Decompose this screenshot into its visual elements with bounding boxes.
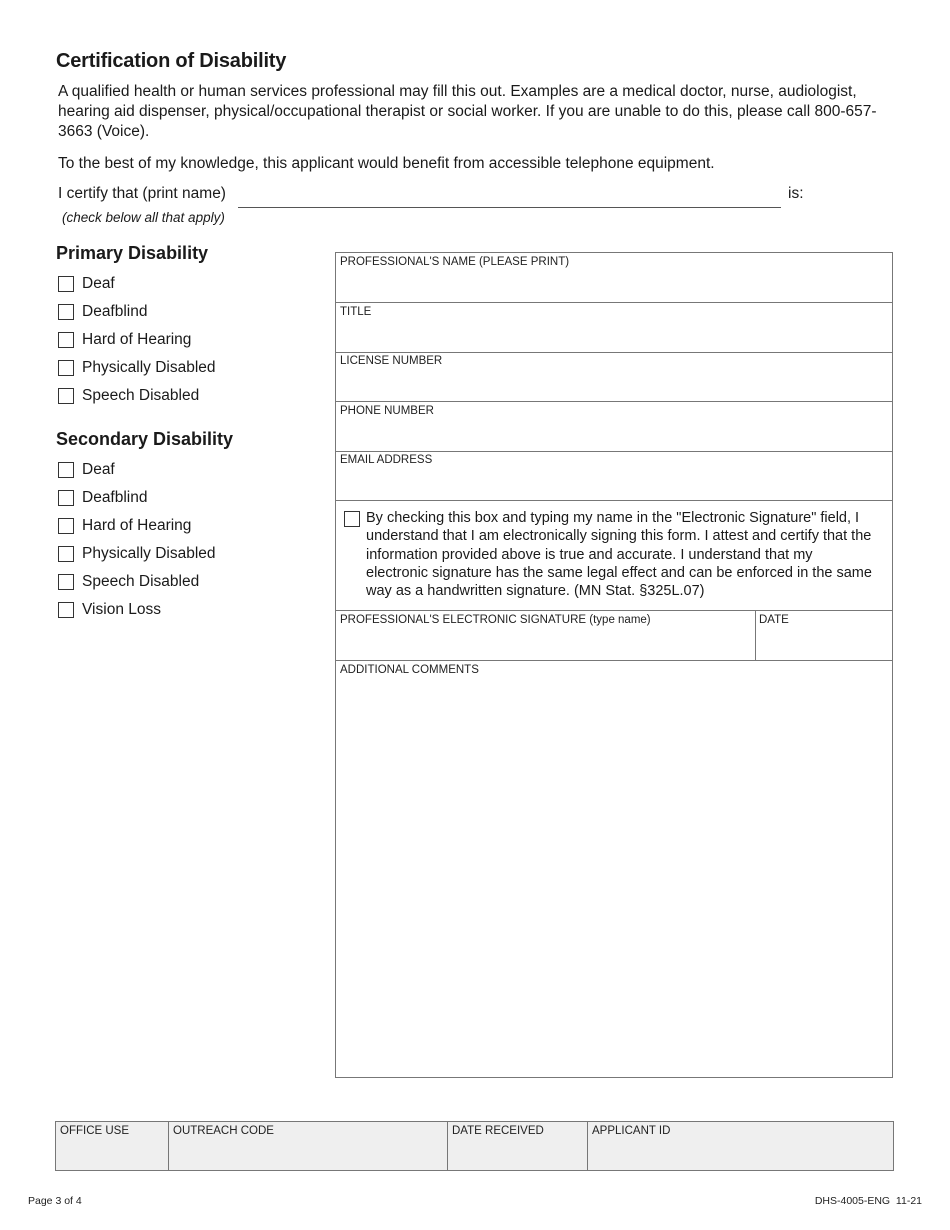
checkbox[interactable] [58,276,74,292]
phone-number-label: PHONE NUMBER [340,405,434,417]
professional-form [335,252,893,1078]
page-number: Page 3 of 4 [28,1195,82,1207]
date-field[interactable] [755,611,892,660]
additional-comments-field[interactable] [336,661,892,1077]
e-signature-consent [336,501,892,611]
professional-name-field[interactable] [336,253,892,303]
outreach-code-cell [169,1122,448,1170]
applicant-id-cell [588,1122,893,1170]
check-note: (check below all that apply) [62,210,225,225]
email-address-label: EMAIL ADDRESS [340,454,433,466]
license-number-label: LICENSE NUMBER [340,355,443,367]
primary-option-speech-disabled[interactable]: Speech Disabled [58,382,216,410]
consent-text: By checking this box and typing my name in the "Electronic Signature" field, I understand that I am electronically signing this form. I attest and certify that the information provided above is true and accurate. I understand that my electronic signature has the same legal effect and can be enforced in the same way as a handwritten signature. (MN Stat. §325L.07) [366,510,872,600]
primary-option-hard-of-hearing[interactable]: Hard of Hearing [58,326,216,354]
date-received-label: DATE RECEIVED [452,1125,544,1137]
title-field[interactable] [336,303,892,353]
primary-disability-heading: Primary Disability [56,243,209,263]
checkbox[interactable] [58,518,74,534]
date-received-cell [448,1122,588,1170]
secondary-disability-list [58,456,216,624]
certify-name-field[interactable] [238,186,781,208]
signature-row [336,611,892,661]
checkbox[interactable] [58,360,74,376]
checkbox[interactable] [58,546,74,562]
office-use-table [55,1121,894,1171]
email-address-field[interactable] [336,451,892,501]
checkbox[interactable] [58,462,74,478]
secondary-option-physically-disabled[interactable]: Physically Disabled [58,540,216,568]
outreach-code-label: OUTREACH CODE [173,1125,274,1137]
certify-suffix: is: [788,185,804,202]
primary-disability-list [58,270,216,410]
primary-option-deafblind[interactable]: Deafblind [58,298,216,326]
professional-name-label: PROFESSIONAL'S NAME (PLEASE PRINT) [340,256,570,268]
consent-checkbox[interactable] [344,511,360,527]
phone-number-field[interactable] [336,402,892,452]
applicant-id-label: APPLICANT ID [592,1125,671,1137]
statement-text: To the best of my knowledge, this applicant would benefit from accessible telephone equipment. [58,155,715,172]
date-label: DATE [759,614,789,626]
additional-comments-label: ADDITIONAL COMMENTS [340,664,479,676]
secondary-option-speech-disabled[interactable]: Speech Disabled [58,568,216,596]
office-use-label: OFFICE USE [60,1125,130,1137]
checkbox[interactable] [58,304,74,320]
intro-text: A qualified health or human services professional may fill this out. Examples are a medical doctor, nurse, audiologist, hearing aid dispenser, physical/occupational therapist or social worker. If you are unable to do this, please call 800-657-3663 (Voice). [58,83,877,140]
license-number-field[interactable] [336,352,892,402]
signature-label: PROFESSIONAL'S ELECTRONIC SIGNATURE (type name) [340,614,651,626]
page-title: Certification of Disability [56,50,287,72]
checkbox[interactable] [58,490,74,506]
secondary-disability-heading: Secondary Disability [56,429,234,449]
primary-option-physically-disabled[interactable]: Physically Disabled [58,354,216,382]
title-label: TITLE [340,306,372,318]
checkbox[interactable] [58,602,74,618]
certify-label: I certify that (print name) [58,185,226,202]
secondary-option-deaf[interactable]: Deaf [58,456,216,484]
checkbox[interactable] [58,332,74,348]
office-use-cell [56,1122,169,1170]
primary-option-deaf[interactable]: Deaf [58,270,216,298]
electronic-signature-field[interactable] [336,611,756,660]
form-id: DHS-4005-ENG 11-21 [814,1195,922,1207]
checkbox[interactable] [58,388,74,404]
secondary-option-hard-of-hearing[interactable]: Hard of Hearing [58,512,216,540]
secondary-option-deafblind[interactable]: Deafblind [58,484,216,512]
checkbox[interactable] [58,574,74,590]
secondary-option-vision-loss[interactable]: Vision Loss [58,596,216,624]
